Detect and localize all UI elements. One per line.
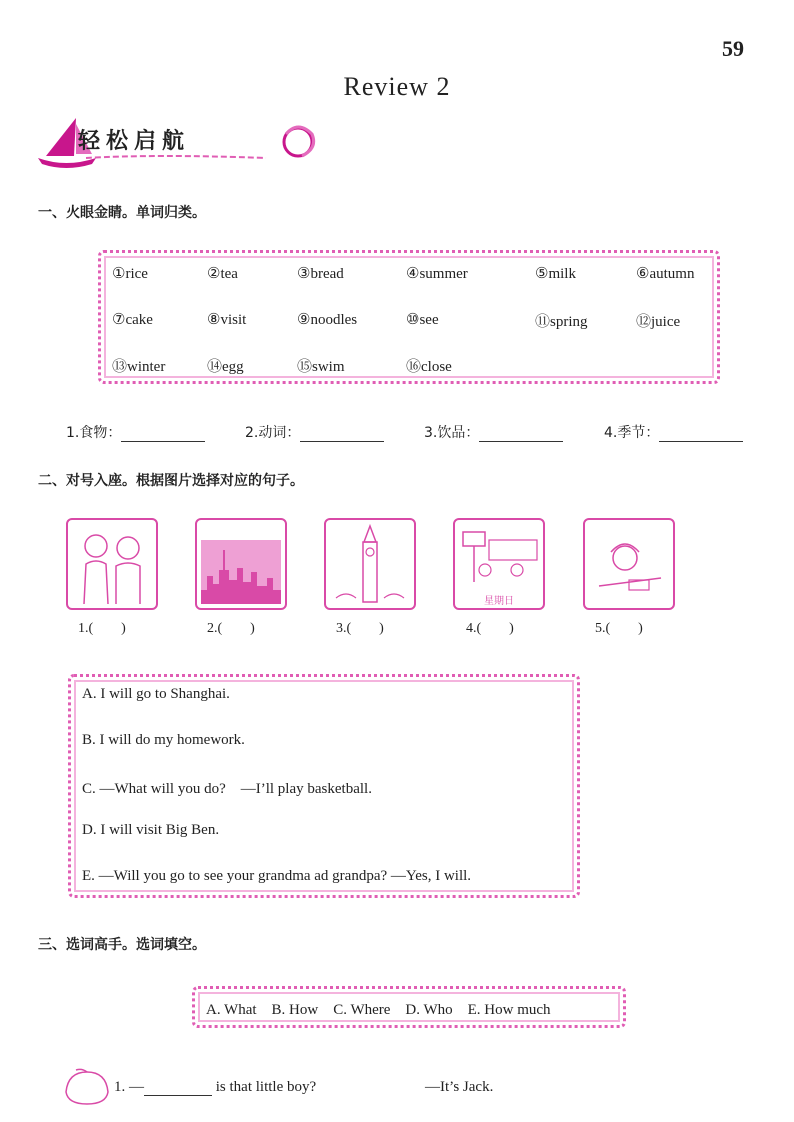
category-drink: [424, 422, 563, 442]
category-verb: [245, 422, 384, 442]
sentence-b: B. I will do my homework.: [82, 732, 245, 748]
picture-answer-3[interactable]: 3.( ): [336, 621, 384, 636]
word-item: ⑫juice: [636, 314, 681, 330]
word-options: A. What B. How C. Where D. Who E. How much: [206, 1002, 551, 1018]
homework-picture: [583, 518, 675, 610]
word-item: ⑧visit: [207, 312, 247, 328]
shanghai-skyline-picture: [195, 518, 287, 610]
answer-blank[interactable]: [121, 427, 205, 442]
word-item: ⑮swim: [297, 359, 345, 375]
question-1: [114, 1079, 316, 1096]
grandparents-icon: [68, 520, 156, 608]
category-food: [66, 422, 205, 442]
big-ben-icon: [326, 520, 414, 608]
basketball-icon: [455, 520, 543, 590]
sentence-e: E. —Will you go to see your grandma ad grandpa? —Yes, I will.: [82, 868, 472, 884]
word-item: ⑥autumn: [636, 266, 695, 282]
picture-answer-5[interactable]: 5.( ): [595, 621, 643, 636]
word-item: ②tea: [207, 266, 238, 282]
word-item: ⑤milk: [535, 266, 576, 282]
sentence-d: D. I will visit Big Ben.: [82, 822, 220, 838]
word-item: ⑩see: [406, 312, 439, 328]
word-item: ③bread: [297, 266, 344, 282]
word-item: ⑪spring: [535, 314, 588, 330]
picture-caption: 星期日: [484, 596, 514, 607]
section2-heading: 二、对号入座。根据图片选择对应的句子。: [38, 473, 304, 489]
category-label: 4.季节：: [604, 425, 660, 441]
basketball-court-picture: [453, 518, 545, 610]
answer-blank[interactable]: [659, 427, 743, 442]
section1-heading: 一、火眼金睛。单词归类。: [38, 205, 206, 221]
answer-blank[interactable]: [144, 1081, 212, 1096]
word-item: ⑬winter: [112, 359, 166, 375]
word-item: ④summer: [406, 266, 468, 282]
category-label: 2.动词：: [245, 425, 301, 441]
banner-title: 轻松启航: [78, 129, 191, 154]
big-ben-picture: [324, 518, 416, 610]
grandparents-picture: [66, 518, 158, 610]
picture-answer-4[interactable]: 4.( ): [466, 621, 514, 636]
picture-answer-1[interactable]: 1.( ): [78, 621, 126, 636]
picture-answer-2[interactable]: 2.( ): [207, 621, 255, 636]
category-label: 1.食物：: [66, 425, 122, 441]
student-homework-icon: [585, 520, 673, 608]
answer-blank[interactable]: [479, 427, 563, 442]
word-item: ⑨noodles: [297, 312, 358, 328]
category-label: 3.饮品：: [424, 425, 480, 441]
page-number: 59: [722, 36, 744, 61]
word-item: ①rice: [112, 266, 148, 282]
question-prefix: 1. —: [114, 1079, 144, 1095]
skyline-icon: [197, 520, 285, 608]
sentence-c: C. —What will you do? —I’ll play basketball.: [82, 781, 372, 797]
word-item: ⑦cake: [112, 312, 153, 328]
word-item: ⑭egg: [207, 359, 244, 375]
peach-icon: [62, 1066, 112, 1106]
category-season: [604, 422, 743, 442]
sentence-a: A. I will go to Shanghai.: [82, 686, 230, 702]
answer-blank[interactable]: [300, 427, 384, 442]
page-title: Review 2: [343, 72, 451, 101]
question-text: is that little boy?: [215, 1079, 317, 1095]
word-item: ⑯close: [406, 359, 452, 375]
question-1-answer: —It’s Jack.: [425, 1079, 494, 1095]
section3-heading: 三、选词高手。选词填空。: [38, 937, 206, 953]
